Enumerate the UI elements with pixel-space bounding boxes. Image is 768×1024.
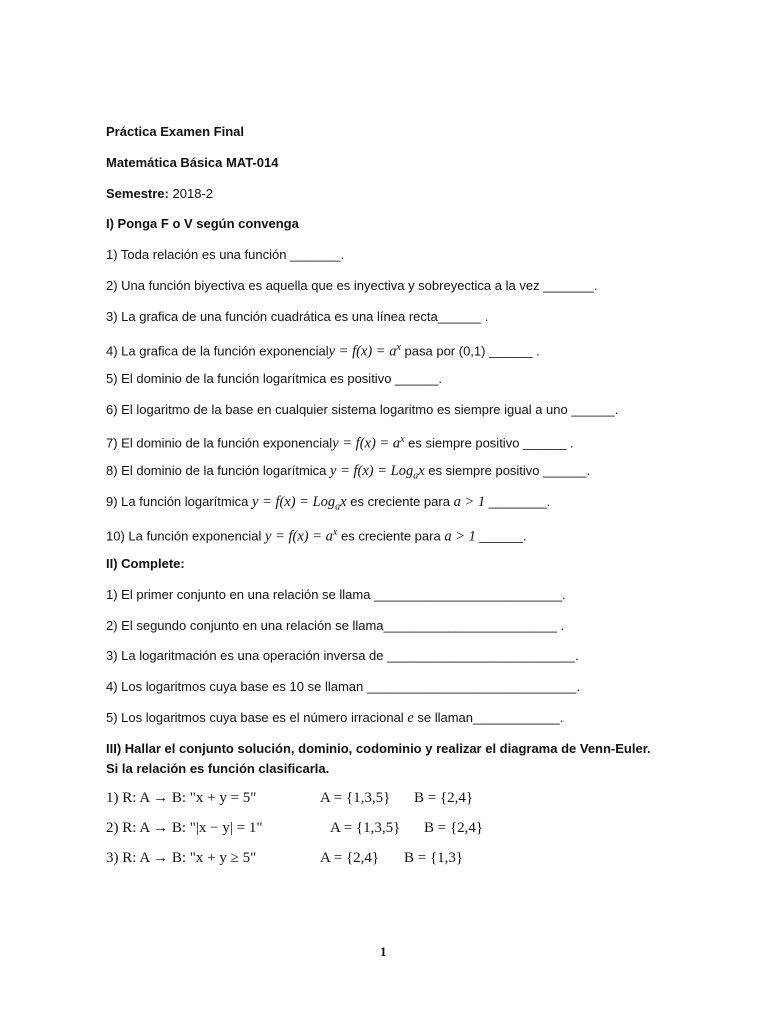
page-number: 1 [380,944,387,959]
section-2-heading: II) Complete: [106,556,185,571]
section-2-question-2: 2) El segundo conjunto en una relación se llama________________________ . [106,618,565,633]
relation-3-rule: 3) R: A → B: "x + y ≥ 5" [106,850,257,866]
relation-2-rule: 2) R: A → B: "|x − y| = 1" [106,820,263,836]
q7-exponent: x [400,434,405,445]
q9-tail: ________. [485,494,551,509]
section-2-question-4: 4) Los logaritmos cuya base es 10 se llaman _____________________________. [106,679,581,694]
q8-tail: es siempre positivo ______. [424,463,591,478]
q4-text: 4) La grafica de la función exponencial [106,343,329,359]
section-1-question-10 [106,524,526,545]
q4-math: y = f(x) = a [328,343,397,360]
q10-exponent: x [332,527,338,538]
s2q5-math: e [407,710,414,726]
section-2-question-3: 3) La logaritmación es una operación inversa de __________________________. [106,648,579,663]
q8-subscript: a [413,470,419,482]
q9-text: 9) La función logarítmica [106,494,252,509]
q10-condition: a > 1 [444,528,476,545]
q7-text: 7) El dominio de la función exponencial [106,435,333,451]
relation-1-rule: 1) R: A → B: "x + y = 5" [106,790,257,806]
relation-3-set-b: B = {1,3} [404,850,464,866]
q4-tail: pasa por (0,1) ______ . [400,343,540,359]
q7-tail: es siempre positivo ______ . [404,435,574,451]
section-2-question-5 [106,709,563,727]
section-1-question-6: 6) El logaritmo de la base en cualquier sistema logaritmo es siempre igual a uno ______. [106,402,619,417]
relation-2-set-a: A = {1,3,5} [330,820,401,836]
q7-math: y = f(x) = a [332,435,401,452]
course-name: Matemática Básica MAT-014 [106,155,279,170]
q9-condition: a > 1 [453,494,486,510]
s2q5-tail: se llaman____________. [413,710,564,725]
relation-3-set-a: A = {2,4} [320,850,380,866]
relation-2-set-b: B = {2,4} [424,820,484,836]
section-3-heading-line-1: III) Hallar el conjunto solución, dominio, codominio y realizar el diagrama de Venn-Euler. [106,741,651,756]
q9-middle: es creciente para [346,494,454,509]
document-title: Práctica Examen Final [106,124,245,139]
section-1-question-8 [106,462,590,486]
section-1-question-2: 2) Una función biyectiva es aquella que es inyectiva y sobreyectica a la vez _______. [106,278,598,293]
section-1-question-4 [106,339,540,360]
section-1-heading: I) Ponga F o V según convenga [106,216,299,231]
section-1-question-1: 1) Toda relación es una función _______. [106,247,345,262]
s2q5-text: 5) Los logaritmos cuya base es el número irracional [106,710,408,725]
section-1-question-3: 3) La grafica de una función cuadrática es una línea recta______ . [106,309,489,324]
section-2-question-1: 1) El primer conjunto en una relación se llama __________________________. [106,587,566,602]
section-3-heading-line-2: Si la relación es función clasificarla. [106,761,330,776]
relation-3 [106,849,463,867]
q8-math: y = f(x) = Log [330,463,414,479]
semester-line [106,185,213,203]
q9-subscript: a [335,501,341,513]
section-1-question-7 [106,431,574,452]
section-1-question-5: 5) El dominio de la función logarítmica es positivo ______. [106,371,443,386]
q4-exponent: x [396,342,401,353]
relation-2 [106,819,483,837]
semester-label: Semestre: [106,186,169,201]
q8-variable: x [418,463,425,479]
q10-math: y = f(x) = a [265,528,333,545]
q10-tail: ______. [475,528,527,544]
relation-1 [106,789,473,807]
q10-text: 10) La función exponencial [106,528,266,544]
q9-variable: x [340,494,347,510]
q10-middle: es creciente para [337,528,445,544]
q9-math: y = f(x) = Log [251,494,336,510]
relation-1-set-a: A = {1,3,5} [320,790,391,806]
semester-value: 2018-2 [172,186,213,201]
relation-1-set-b: B = {2,4} [414,790,474,806]
section-1-question-9 [106,493,550,517]
q8-text: 8) El dominio de la función logarítmica [106,463,331,478]
